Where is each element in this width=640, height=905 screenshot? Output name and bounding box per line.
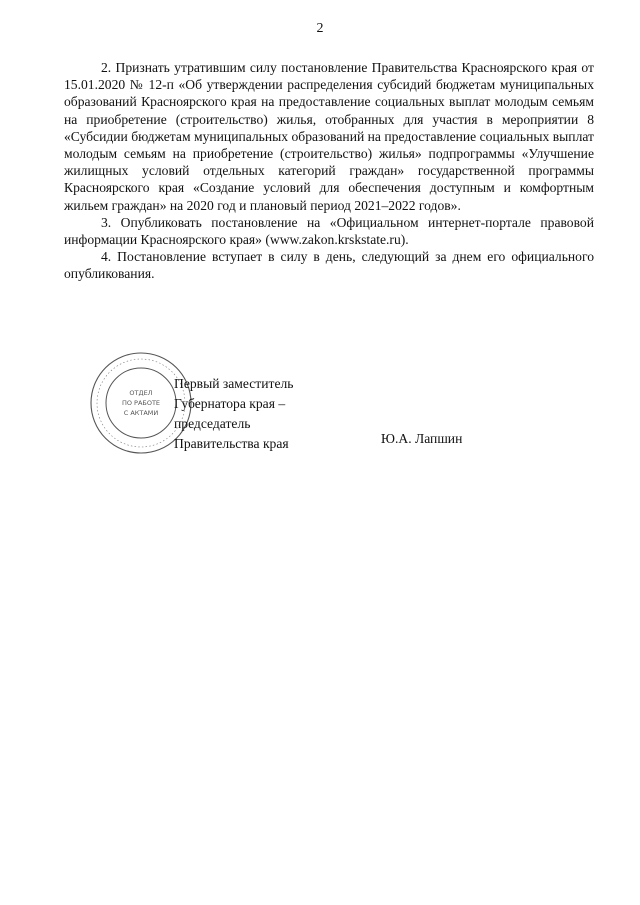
- paragraph-2: 2. Признать утратившим силу постановление Правительства Красноярского края от 15.01.2020 № 12-п «Об утверждении распределения субсидий бюджетам муниципальных образований Красноярского края на предоставление социальных выплат молодым семьям на приобретение (строительство) жилья, отобранных для участия в мероприятии 8 «Субсидии бюджетам муниципальных образований на предоставление социальных выплат молодым семьям на приобретение (строительство) жилья» подпрограммы «Улучшение жилищных условий отдельных категорий граждан» государственной программы Красноярского края «Создание условий для обеспечения доступным и комфортным жильем граждан» на 2020 год и плановый период 2021–2022 годов».: [64, 60, 594, 213]
- stamp-line-3: С АКТАМИ: [123, 409, 159, 417]
- signer-position-line-4: Правительства края: [174, 436, 289, 451]
- paragraph-4: 4. Постановление вступает в силу в день, следующий за днем его официального опубликования.: [64, 249, 594, 282]
- signer-position-line-2: Губернатора края –: [174, 396, 286, 411]
- page-number: 2: [316, 21, 324, 36]
- stamp-line-1: ОТДЕЛ: [129, 389, 153, 397]
- signer-position-line-3: председатель: [174, 416, 251, 431]
- signer-name: Ю.А. Лапшин: [381, 431, 463, 446]
- stamp-line-2: ПО РАБОТЕ: [121, 399, 161, 407]
- signature-block: [174, 374, 344, 454]
- paragraph-3: 3. Опубликовать постановление на «Официальном интернет-портале правовой информации Красноярского края» (www.zakon.krskstate.ru).: [64, 214, 594, 248]
- signer-position-line-1: Первый заместитель: [174, 376, 294, 391]
- document-body: [64, 59, 594, 283]
